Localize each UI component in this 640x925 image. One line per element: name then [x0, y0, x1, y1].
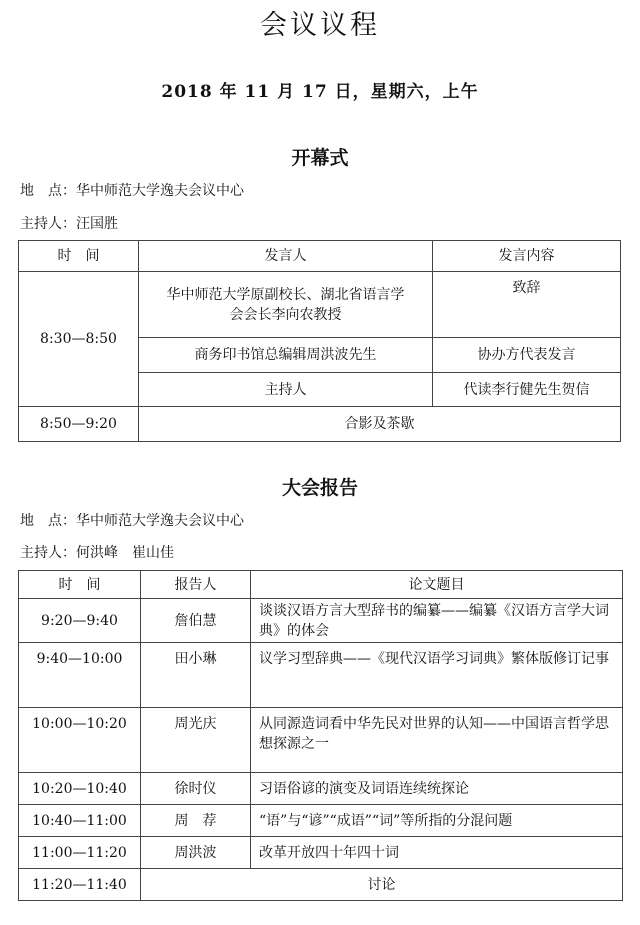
opening-location-value: 华中师范大学逸夫会议中心	[76, 183, 244, 199]
topic-cell: “语”与“谚”“成语”“词”等所指的分混问题	[251, 805, 623, 837]
time-cell: 9:40—10:00	[19, 643, 141, 708]
header-time: 时 间	[19, 241, 139, 272]
table-row	[19, 272, 621, 338]
table-row	[19, 869, 623, 901]
table-row	[19, 773, 623, 805]
plenary-host-value: 何洪峰 崔山佳	[76, 545, 174, 561]
speaker-cell: 主持人	[139, 373, 433, 407]
content-cell: 致辞	[433, 272, 621, 338]
speaker-cell: 周洪波	[141, 837, 251, 869]
session-time: 8:30—8:50	[19, 272, 139, 407]
plenary-host-label: 主持人：	[20, 545, 76, 561]
meeting-date: 2018 年 11 月 17 日，星期六，上午	[161, 82, 479, 102]
topic-cell: 从同源造词看中华先民对世界的认知——中国语言哲学思想探源之一	[251, 708, 623, 773]
break-label: 合影及茶歇	[139, 407, 621, 442]
page-title: 会议议程	[260, 10, 380, 41]
speaker-cell: 商务印书馆总编辑周洪波先生	[139, 338, 433, 373]
time-cell: 9:20—9:40	[19, 599, 141, 643]
discussion-label: 讨论	[141, 869, 623, 901]
speaker-cell: 田小琳	[141, 643, 251, 708]
topic-cell: 改革开放四十年四十词	[251, 837, 623, 869]
header-speaker: 发言人	[139, 241, 433, 272]
topic-cell: 习语俗谚的演变及词语连续统探论	[251, 773, 623, 805]
table-row	[19, 805, 623, 837]
plenary-section-title: 大会报告	[281, 477, 358, 499]
opening-location	[20, 180, 244, 202]
speaker-cell: 周光庆	[141, 708, 251, 773]
topic-cell: 谈谈汉语方言大型辞书的编纂——编纂《汉语方言学大词典》的体会	[251, 599, 623, 643]
plenary-location-value: 华中师范大学逸夫会议中心	[76, 513, 244, 529]
speaker-cell: 詹伯慧	[141, 599, 251, 643]
opening-host	[20, 213, 118, 235]
time-cell: 11:20—11:40	[19, 869, 141, 901]
speaker-cell: 华中师范大学原副校长、湖北省语言学会会长李向农教授	[139, 272, 433, 338]
header-content: 发言内容	[433, 241, 621, 272]
opening-host-label: 主持人：	[20, 216, 76, 232]
table-header-row	[19, 571, 623, 599]
table-row	[19, 407, 621, 442]
plenary-location-label: 地 点：	[20, 513, 76, 529]
opening-host-value: 汪国胜	[76, 216, 118, 232]
table-header-row	[19, 241, 621, 272]
table-row	[19, 837, 623, 869]
opening-location-label: 地 点：	[20, 183, 76, 199]
plenary-host	[20, 542, 174, 564]
speaker-cell: 周 荐	[141, 805, 251, 837]
time-cell: 10:20—10:40	[19, 773, 141, 805]
header-speaker: 报告人	[141, 571, 251, 599]
time-cell: 10:40—11:00	[19, 805, 141, 837]
time-cell: 11:00—11:20	[19, 837, 141, 869]
plenary-schedule-table	[18, 570, 623, 901]
time-cell: 10:00—10:20	[19, 708, 141, 773]
content-cell: 协办方代表发言	[433, 338, 621, 373]
topic-cell: 议学习型辞典——《现代汉语学习词典》繁体版修订记事	[251, 643, 623, 708]
table-row	[19, 643, 623, 708]
header-time: 时 间	[19, 571, 141, 599]
speaker-cell: 徐时仪	[141, 773, 251, 805]
table-row	[19, 599, 623, 643]
header-topic: 论文题目	[251, 571, 623, 599]
table-row	[19, 708, 623, 773]
plenary-location	[20, 510, 244, 532]
opening-schedule-table	[18, 240, 621, 442]
opening-section-title: 开幕式	[291, 147, 349, 169]
break-time: 8:50—9:20	[19, 407, 139, 442]
content-cell: 代读李行健先生贺信	[433, 373, 621, 407]
